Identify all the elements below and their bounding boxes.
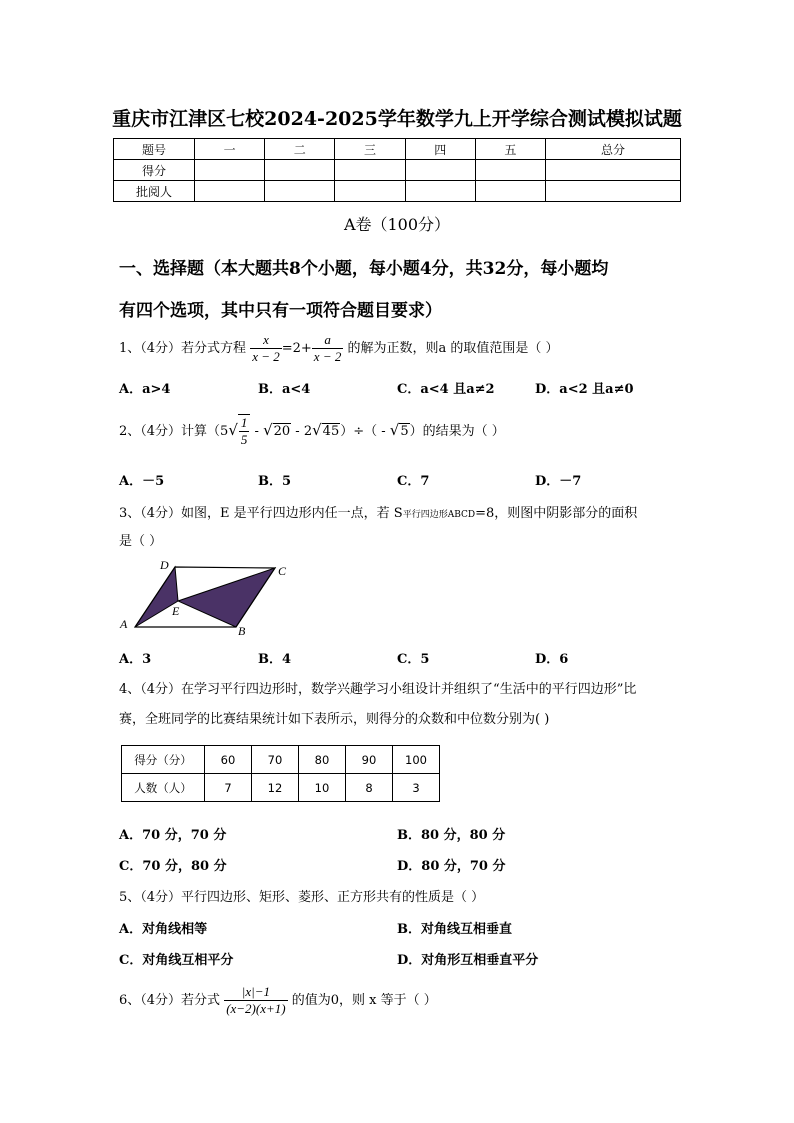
page-title: 重庆市江津区七校2024-2025学年数学九上开学综合测试模拟试题 (112, 108, 682, 130)
score-cell[interactable] (265, 181, 335, 202)
stats-cell: 100 (393, 746, 440, 774)
score-table-header: 一 (195, 139, 265, 160)
question-4-stem-line2: 赛，全班同学的比赛结果统计如下表所示，则得分的众数和中位数分别为( ) (119, 712, 550, 727)
question-5-stem: 5、（4分）平行四边形、矩形、菱形、正方形共有的性质是（ ） (119, 890, 485, 905)
stats-cell: 8 (346, 774, 393, 802)
score-cell[interactable] (335, 181, 405, 202)
stats-cell: 12 (252, 774, 299, 802)
q1-option-d[interactable]: D．a<2 且a≠0 (535, 382, 634, 397)
score-table-header: 五 (475, 139, 545, 160)
sqrt-sign: √ (228, 421, 238, 439)
score-cell[interactable] (195, 160, 265, 181)
q1-option-b[interactable]: B．a<4 (258, 382, 311, 397)
q3-option-c[interactable]: C．5 (397, 652, 430, 667)
score-cell[interactable] (335, 160, 405, 181)
score-table (113, 138, 681, 202)
stats-row-label: 得分（分） (122, 746, 205, 774)
stats-row-counts (122, 774, 440, 802)
score-table-row-label: 得分 (114, 160, 195, 181)
q2-option-c[interactable]: C．7 (397, 474, 430, 489)
score-table-row (114, 160, 681, 181)
stats-cell: 90 (346, 746, 393, 774)
q2-option-a[interactable]: A．－5 (119, 474, 165, 489)
parallelogram-figure (116, 556, 296, 638)
score-cell[interactable] (475, 181, 545, 202)
question-3-stem-line1: 3、（4分）如图，E 是平行四边形内任一点，若 S平行四边形ABCD=8，则图中阴影部分的面积 (119, 506, 638, 521)
stats-cell: 7 (205, 774, 252, 802)
label-a: A (120, 617, 128, 631)
score-cell[interactable] (546, 160, 681, 181)
label-e: E (172, 604, 180, 618)
q1-option-a[interactable]: A．a>4 (119, 382, 171, 397)
score-cell[interactable] (265, 160, 335, 181)
section-heading-line2: 有四个选项，其中只有一项符合题目要求） (119, 301, 442, 321)
question-2-stem: 2、（4分）计算（5√ $\frac{1}{5}$ - √20 - 2√45）÷（ - √5）的结果为（ ） (119, 415, 505, 447)
fraction: $\frac{a}{x - 2}$ (313, 332, 342, 364)
label-b: B (238, 624, 246, 638)
q5-option-d[interactable]: D．对角形互相垂直平分 (397, 953, 539, 968)
q4-option-a[interactable]: A．70 分，70 分 (119, 828, 227, 843)
q3-option-b[interactable]: B．4 (258, 652, 292, 667)
score-cell[interactable] (405, 181, 475, 202)
score-table-header-row (114, 139, 681, 160)
score-table-header: 三 (335, 139, 405, 160)
q5-option-b[interactable]: B．对角线互相垂直 (397, 922, 512, 937)
score-cell[interactable] (195, 181, 265, 202)
score-table-header: 二 (265, 139, 335, 160)
q3-option-a[interactable]: A．3 (119, 652, 152, 667)
score-table-row (114, 181, 681, 202)
section-heading-line1: 一、选择题（本大题共8个小题，每小题4分，共32分，每小题均 (119, 259, 609, 279)
stats-cell: 70 (252, 746, 299, 774)
q4-option-d[interactable]: D．80 分，70 分 (397, 859, 506, 874)
fraction: $\frac{|x|-1}{(x-2)(x+1)}$ (226, 984, 286, 1016)
q2-option-d[interactable]: D．－7 (535, 474, 582, 489)
q5-option-a[interactable]: A．对角线相等 (119, 922, 208, 937)
stats-cell: 10 (299, 774, 346, 802)
stats-row-label: 人数（人） (122, 774, 205, 802)
shaded-triangle-ceb (178, 568, 275, 627)
q1-option-c[interactable]: C．a<4 且a≠2 (397, 382, 495, 397)
stats-row-scores (122, 746, 440, 774)
q5-option-c[interactable]: C．对角线互相平分 (119, 953, 234, 968)
question-3-stem-line2: 是（ ） (119, 534, 163, 549)
score-cell[interactable] (475, 160, 545, 181)
fraction: $\frac{1}{5}$ (240, 415, 248, 447)
stats-cell: 60 (205, 746, 252, 774)
stats-cell: 3 (393, 774, 440, 802)
question-6-stem: 6、（4分）若分式 $\frac{|x|-1}{(x-2)(x+1)}$ 的值为0，则 x 等于（ ） (119, 984, 437, 1016)
volume-title: A卷（100分） (343, 215, 451, 234)
score-table-row-label: 批阅人 (114, 181, 195, 202)
q2-option-b[interactable]: B．5 (258, 474, 292, 489)
stats-cell: 80 (299, 746, 346, 774)
score-table-header: 题号 (114, 139, 195, 160)
question-1-stem: 1、（4分）若分式方程 $\frac{x}{x - 2}$ =2+ $\frac{a}{x - 2}$ 的解为正数，则a 的取值范围是（ ） (119, 332, 559, 364)
score-table-header: 四 (405, 139, 475, 160)
score-table-header: 总分 (546, 139, 681, 160)
fraction: $\frac{x}{x - 2}$ (252, 332, 280, 364)
q4-option-b[interactable]: B．80 分，80 分 (397, 828, 506, 843)
score-cell[interactable] (546, 181, 681, 202)
q3-option-d[interactable]: D．6 (535, 652, 569, 667)
score-cell[interactable] (405, 160, 475, 181)
score-stats-table (121, 745, 440, 802)
label-c: C (278, 564, 287, 578)
question-4-stem-line1: 4、（4分）在学习平行四边形时，数学兴趣学习小组设计并组织了“生活中的平行四边形”比 (119, 682, 637, 697)
label-d: D (160, 558, 169, 572)
q4-option-c[interactable]: C．70 分，80 分 (119, 859, 227, 874)
